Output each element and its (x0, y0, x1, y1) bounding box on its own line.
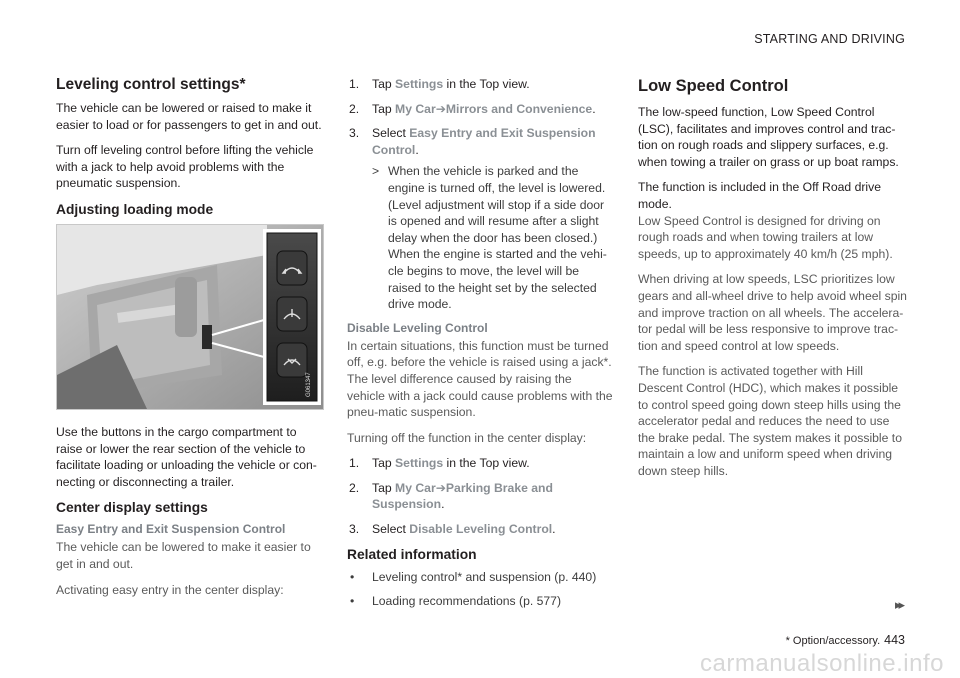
step-item (347, 480, 613, 513)
ui-term: My Car (395, 480, 436, 495)
ui-term: Disable Leveling Control (409, 522, 553, 537)
step-text: in the Top view. (443, 456, 530, 471)
easy-entry-steps (347, 76, 613, 313)
disable-steps (347, 455, 613, 537)
low-speed-control-title: Low Speed Control (638, 77, 789, 95)
lsc-paragraph-1: Low Speed Control is designed for driving on rough roads and when towing trailers at low speeds, up to approximately 40 km/h (25 mph). (638, 213, 893, 261)
site-watermark: carmanualsonline.info (700, 650, 944, 677)
step-text: Select (372, 522, 410, 537)
activating-text: Activating easy entry in the center display: (56, 582, 284, 597)
step-result (372, 163, 613, 312)
related-link[interactable] (347, 569, 613, 586)
leveling-warning: Turn off leveling control before lifting the vehicle with a jack to help avoid problems with the pneumatic suspension. (56, 143, 314, 191)
disable-leveling-text: In certain situations, this function must be turned off, e.g. before the vehicle is raised using a jack*. The level difference caused by raising the vehicle with a jack could cause problems with the pneu-matic suspension. (347, 338, 613, 420)
ui-term: Settings (395, 77, 444, 91)
column-middle (347, 76, 613, 618)
next-page-arrows-icon[interactable]: ▸▸ (894, 597, 902, 612)
column-right (638, 76, 908, 488)
step-number: 1. (349, 77, 360, 91)
step-number: 3. (349, 522, 360, 537)
step-number: 1. (349, 456, 360, 471)
step-item (347, 521, 613, 538)
result-marker: > (372, 164, 380, 179)
footnote (786, 633, 905, 647)
step-item (347, 76, 613, 93)
step-text: . (552, 522, 556, 537)
column-left (56, 76, 324, 607)
step-text: in the Top view. (443, 77, 530, 91)
turning-off-text: Turning off the function in the center display: (347, 430, 587, 445)
step-number: 2. (349, 480, 360, 495)
ui-term: Easy Entry and Exit Suspension Control (372, 126, 596, 157)
option-footnote: * Option/accessory. (785, 635, 881, 647)
result-text: When the vehicle is parked and the engine is turned off, the level is lowered. (Level adjustment will stop if a side door is opened and will resume after a slight delay when the door has been closed.) When the engine is started and the vehi-cle begins to move, the level will be raised to the height set by the selected drive mode. (388, 164, 607, 312)
page-number: 443 (884, 633, 905, 647)
step-text: Tap (372, 480, 396, 495)
step-number: 3. (349, 126, 360, 141)
step-item (347, 101, 613, 118)
leveling-settings-title: Leveling control settings* (56, 76, 246, 93)
figure-caption: Use the buttons in the cargo compartment to raise or lower the rear section of the vehicle to facilitate loading or unloading the vehicle or con-necting or disconnecting a trailer. (56, 424, 317, 489)
related-info-heading: Related information (347, 546, 477, 562)
easy-entry-text: The vehicle can be lowered to make it easier to get in and out. (56, 540, 311, 571)
related-link-text[interactable]: Leveling control* and suspension (p. 440) (372, 569, 597, 584)
step-number: 2. (349, 101, 360, 116)
leveling-intro: The vehicle can be lowered or raised to make it easier to load or for passengers to get in and out. (56, 101, 322, 132)
figure-code: G061347 (306, 372, 312, 397)
disable-leveling-heading: Disable Leveling Control (347, 320, 488, 335)
ui-term: Settings (395, 456, 444, 471)
lsc-intro: The low-speed function, Low Speed Control (LSC), facilitates and improves control and trac-tion on rough roads and slippery surfaces, e.g. when towing a trailer on grass or up boat ramps. (638, 105, 899, 169)
lsc-paragraph-3: The function is activated together with Hill Descent Control (HDC), which makes it possible to control speed going down steep hills using the accelerator pedal and reduces the need to use the brake pedal. The system makes it possible to maintain a low and uniform speed when driving down steep hills. (638, 364, 902, 478)
easy-entry-heading: Easy Entry and Exit Suspension Control (56, 522, 286, 537)
bullet-icon: • (350, 594, 355, 609)
step-text: . (592, 101, 596, 116)
related-link-text[interactable]: Loading recommendations (p. 577) (372, 594, 562, 609)
page-header: STARTING AND DRIVING (754, 32, 905, 46)
related-links (347, 569, 613, 610)
lsc-paragraph-2: When driving at low speeds, LSC prioritizes low gears and all-wheel drive to help avoid wheel spin and improve traction on all wheels. The accelera-tor pedal will be less responsive to improve trac-tion and speed control at low speeds. (638, 272, 907, 353)
cargo-buttons-illustration (56, 224, 324, 410)
step-text: Select (372, 126, 410, 141)
center-display-heading: Center display settings (56, 500, 208, 516)
step-item (347, 125, 613, 313)
loading-mode-heading: Adjusting loading mode (56, 201, 214, 217)
ui-term: Mirrors and Convenience (445, 101, 593, 116)
arrow-right-icon: ➔ (435, 480, 446, 495)
related-link[interactable] (347, 593, 613, 610)
bullet-icon: • (350, 569, 355, 584)
step-text: Tap (372, 77, 396, 91)
step-text: . (415, 142, 419, 157)
step-text: Tap (372, 101, 396, 116)
lsc-offroad: The function is included in the Off Road drive mode. (638, 180, 881, 211)
step-item (347, 455, 613, 472)
ui-term: Parking Brake and Suspension (372, 480, 553, 512)
ui-term: My Car (395, 101, 436, 116)
step-text: Tap (372, 456, 396, 471)
arrow-right-icon: ➔ (435, 101, 446, 116)
step-text: . (441, 497, 445, 512)
